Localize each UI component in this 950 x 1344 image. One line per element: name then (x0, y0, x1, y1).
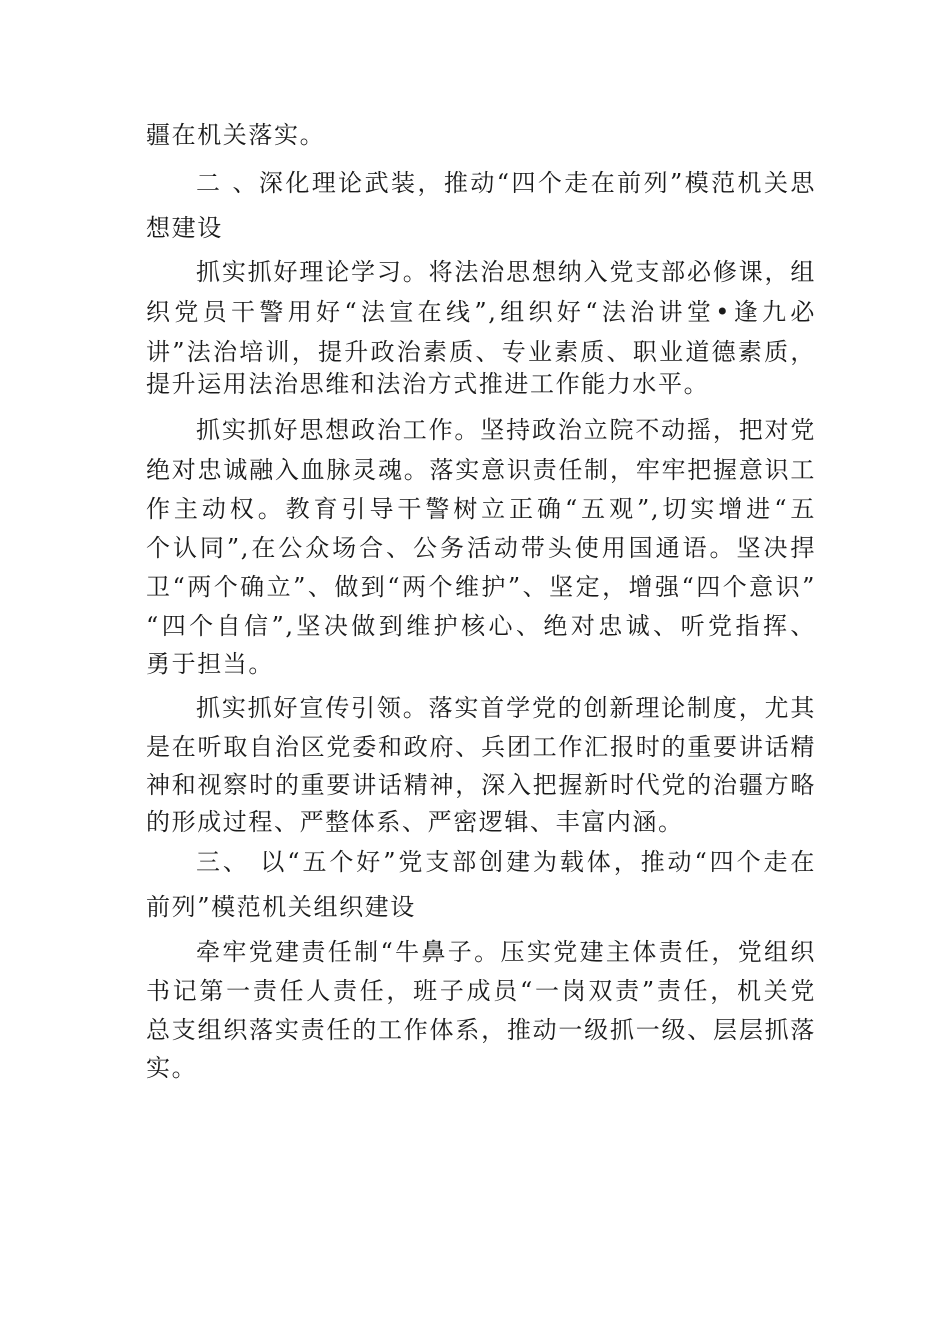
paragraph-line: 抓实抓好思想政治工作。坚持政治立院不动摇，把对党 (196, 416, 816, 444)
paragraph-line: 勇于担当。 (146, 650, 274, 678)
paragraph-line: 绝对忠诚融入血脉灵魂。落实意识责任制，牢牢把握意识工 (146, 456, 816, 484)
paragraph-line: 实。 (146, 1054, 198, 1082)
paragraph-line: 神和视察时的重要讲话精神，深入把握新时代党的治疆方略 (146, 771, 816, 799)
paragraph-line: 抓实抓好理论学习。将法治思想纳入党支部必修课，组 (196, 258, 816, 286)
paragraph-line: 抓实抓好宣传引领。落实首学党的创新理论制度，尤其 (196, 694, 816, 722)
paragraph-line: 的形成过程、严整体系、严密逻辑、丰富内涵。 (146, 808, 684, 836)
paragraph-line: 牵牢党建责任制“牛鼻子。压实党建主体责任，党组织 (196, 938, 816, 966)
paragraph-line: 疆在机关落实。 (146, 121, 326, 149)
paragraph-line: 提升运用法治思维和法治方式推进工作能力水平。 (146, 370, 710, 398)
section-heading-2-line: 想建设 (146, 214, 223, 242)
paragraph-line: 卫“两个确立”、做到“两个维护”、坚定，增强“四个意识” (146, 573, 816, 601)
paragraph-line: 讲”法治培训，提升政治素质、专业素质、职业道德素质， (146, 338, 816, 366)
section-heading-3-line: 前列”模范机关组织建设 (146, 893, 416, 921)
paragraph-line: “四个自信”,坚决做到维护核心、绝对忠诚、听党指挥、 (146, 612, 816, 640)
paragraph-line: 是在听取自治区党委和政府、兵团工作汇报时的重要讲话精 (146, 733, 816, 761)
paragraph-line: 个认同”,在公众场合、公务活动带头使用国通语。坚决捍 (146, 534, 816, 562)
section-heading-2-line: 二 、深化理论武装，推动“四个走在前列”模范机关思 (196, 169, 816, 197)
paragraph-line: 书记第一责任人责任，班子成员“一岗双责”责任，机关党 (146, 977, 816, 1005)
paragraph-line: 织党员干警用好“法宣在线”,组织好“法治讲堂•逢九必 (146, 298, 816, 326)
paragraph-line: 作主动权。教育引导干警树立正确“五观”,切实增进“五 (146, 495, 816, 523)
section-heading-3-line: 三、 以“五个好”党支部创建为载体，推动“四个走在 (196, 848, 816, 876)
paragraph-line: 总支组织落实责任的工作体系，推动一级抓一级、层层抓落 (146, 1016, 816, 1044)
